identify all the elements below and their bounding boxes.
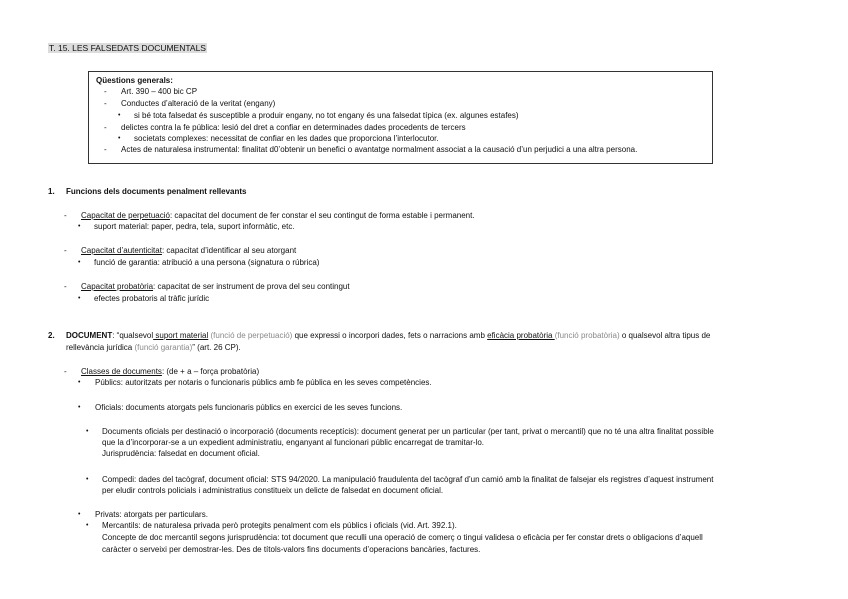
function-text: : capacitat de ser instrument de prova del seu contingut [153,282,350,291]
function-item [81,211,475,221]
privats-item: Privats: atorgats per particulars. [95,510,208,519]
def-text: o qualsevol altra tipus de [619,331,711,340]
document-definition-line-2 [66,343,241,353]
dash: - [104,87,107,96]
function-item [81,282,350,292]
destinacio-line-1: Documents oficials per destinació o incorporació (documents receptícis): document generat per un particular (per tant, privat o mercantil) que no té una altra finalitat possible [102,427,714,436]
mercantils-line-1: Mercantils: de naturalesa privada però protegits penalment com els públics i oficials (vid. Art. 392.1). [102,521,457,530]
def-underlined: eficàcia probatòria [487,331,555,340]
dash: - [64,367,67,376]
bullet-icon: • [118,112,121,119]
box-item: societats complexes: necessitat de confiar en les dades que proporciona l’interlocutor. [134,134,439,143]
function-text: : capacitat d’identificar al seu atorgant [161,246,297,255]
section-2-number: 2. [48,331,55,340]
classes-text: : (de + a – força probatòria) [161,367,260,376]
box-item: Conductes d’alteració de la veritat (engany) [121,99,276,108]
bullet-icon: • [78,511,81,518]
compedi-line-2: per eludir controls policials i administratius constitueix un delicte de falsedat en document oficial. [102,486,444,495]
def-gray: (funció garantia) [132,343,193,352]
function-text: : capacitat del document de fer constar el seu contingut de forma estable i permanent. [169,211,475,220]
publics-item: Públics: autoritzats per notaris o funcionaris públics amb fe pública en les seves competències. [95,378,432,387]
bullet-icon: • [78,404,81,411]
function-term: Capacitat probatòria [81,282,154,291]
box-item: si bé tota falsedat és susceptible a produir engany, no tot engany és una falsedat típica (ex. algunes estafes) [134,111,519,120]
def-gray: (funció de perpetuació) [208,331,293,340]
bullet-icon: • [86,428,89,435]
document-definition [66,331,710,341]
section-1-heading: Funcions dels documents penalment rellevants [66,187,247,196]
bullet-icon: • [86,522,89,529]
classes-line [81,367,259,377]
dash: - [64,211,67,220]
bullet-icon: • [86,476,89,483]
dash: - [64,282,67,291]
box-item: Actes de naturalesa instrumental: finalitat d0’obtenir un benefici o avantatge normalment associat a la causació d’un perjudici a una altra persona. [121,145,638,154]
dash: - [64,246,67,255]
bullet-icon: • [78,259,81,266]
dash: - [104,145,107,154]
destinacio-line-3: Jurisprudència: falsedat en document oficial. [102,449,260,458]
page-title: T. 15. LES FALSEDATS DOCUMENTALS [49,43,206,53]
function-item [81,246,296,256]
def-text: rellevància jurídica [66,343,133,352]
compedi-line-1: Compedi: dades del tacògraf, document oficial: STS 94/2020. La manipulació fraudulenta del tacògraf d’un camió amb la finalitat de falsejar els registres d’aquest instrument [102,475,714,484]
function-term: Capacitat de perpetuació [81,211,170,220]
dash: - [104,123,107,132]
box-item: Art. 390 – 400 bic CP [121,87,198,96]
def-text: : “qualsevol [112,331,154,340]
bullet-icon: • [78,379,81,386]
mercantils-line-3: caràcter o serveixi per demostrar-les. Des de títols-valors fins documents d’operacions bancàries, factures. [102,545,481,554]
def-text: que expressi o incorpori dades, fets o narracions amb [292,331,488,340]
destinacio-line-2: que la d’incorporar-se a un expedient administratiu, enganyant al funcionari públic encarregat de tramitar-lo. [102,438,484,447]
function-sub: funció de garantia: atribució a una persona (signatura o rúbrica) [94,258,320,267]
function-sub: efectes probatoris al tràfic jurídic [94,294,210,303]
def-text: ” (art. 26 CP). [192,343,241,352]
def-gray: (funció probatòria) [554,331,620,340]
box-heading: Qüestions generals: [96,76,173,85]
dash: - [104,99,107,108]
function-sub: suport material: paper, pedra, tela, suport informàtic, etc. [94,222,295,231]
classes-term: Classes de documents [81,367,162,376]
oficials-item: Oficials: documents atorgats pels funcionaris públics en exercici de les seves funcions. [95,403,403,412]
mercantils-line-2: Concepte de doc mercantil segons jurisprudència: tot document que reculli una operació de comerç o tingui validesa o eficàcia per fer constar drets o obligacions d’aquell [102,533,703,542]
def-underlined: suport material [153,331,209,340]
section-1-number: 1. [48,187,55,196]
bullet-icon: • [78,223,81,230]
box-item: delictes contra la fe pública: lesió del dret a confiar en determinades dades procedents de tercers [121,123,466,132]
bullet-icon: • [78,295,81,302]
bullet-icon: • [118,135,121,142]
function-term: Capacitat d’autenticitat [81,246,162,255]
section-2-heading: DOCUMENT [66,331,113,340]
